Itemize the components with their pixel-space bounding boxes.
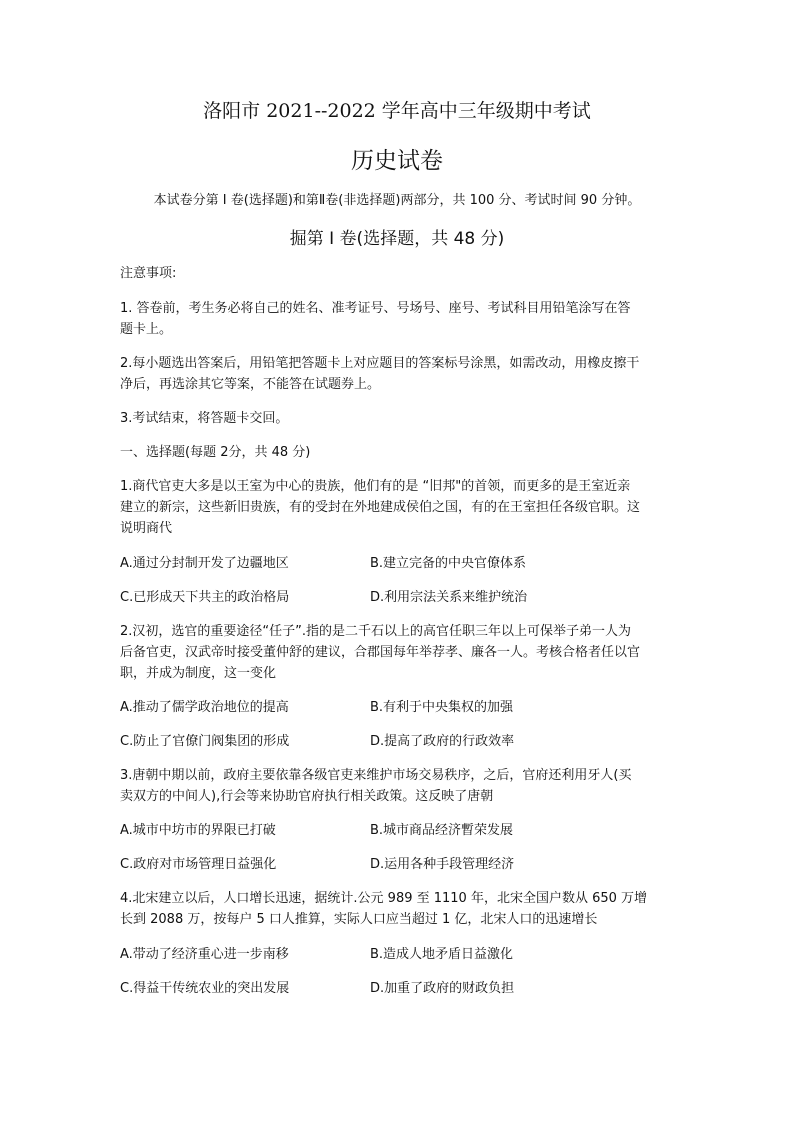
question-3-option-c: C.政府对市场管理日益强化 <box>120 857 277 872</box>
notice-heading: 注意事项: <box>120 266 177 281</box>
exam-title: 洛阳市 2021--2022 学年高中三年级期中考试 <box>203 100 591 122</box>
question-3-line-2: 卖双方的中间人),行会等来协助官府执行相关政策。这反映了唐朝 <box>120 789 494 804</box>
question-1-line-2: 建立的新宗，这些新旧贵族，有的受封在外地建成侯伯之国，有的在王室担任各级官职。这 <box>120 500 641 515</box>
question-2-line-1: 2.汉初，选官的重要途径“任子”.指的是二千石以上的高官任职三年以上可保举子弟一人为 <box>120 624 632 639</box>
question-4-line-2: 长到 2088 万，按每户 5 口人推算，实际人口应当超过 1 亿，北宋人口的迅速增长 <box>120 912 598 927</box>
question-2-option-c: C.防止了官僚门阀集团的形成 <box>120 734 290 749</box>
question-2-option-a: A.推动了儒学政治地位的提高 <box>120 700 289 715</box>
notice-item-1-line-1: 1. 答卷前，考生务必将自己的姓名、准考证号、号场号、座号、考试科目用铅笔涂写在答 <box>120 301 631 316</box>
notice-item-2-line-2: 净后，再选涂其它等案，不能答在试题券上。 <box>120 377 381 392</box>
notice-item-1-line-2: 题卡上。 <box>120 322 173 337</box>
question-2-line-2: 后备官吏，汉武帝时接受董仲舒的建议，合郡国每年举荐孝、廉各一人。考核合格者任以官 <box>120 645 641 660</box>
notice-item-2-line-1: 2.每小题选出答案后，用铅笔把答题卡上对应题目的答案标号涂黑，如需改动，用橡皮擦干 <box>120 356 640 371</box>
question-4-option-c: C.得益干传统农业的突出发展 <box>120 981 290 996</box>
question-2-line-3: 职，并成为制度，这一变化 <box>120 666 277 681</box>
question-2-option-b: B.有利于中央集权的加强 <box>370 700 514 715</box>
question-3-option-d: D.运用各种手段管理经济 <box>370 857 515 872</box>
question-1-option-d: D.利用宗法关系来维护统治 <box>370 590 528 605</box>
question-1-option-b: B.建立完备的中央官僚体系 <box>370 556 527 571</box>
subject-title: 历史试卷 <box>351 148 443 174</box>
question-4-option-d: D.加重了政府的财政负担 <box>370 981 515 996</box>
question-3-option-a: A.城市中坊市的界限已打破 <box>120 823 276 838</box>
question-1-option-c: C.已形成天下共主的政治格局 <box>120 590 290 605</box>
question-3-option-b: B.城市商品经济暫荣发展 <box>370 823 514 838</box>
part1-heading: 一、选择题(每题 2分，共 48 分) <box>120 445 311 460</box>
section-title: 掘第 I 卷(选择题，共 48 分) <box>289 229 505 249</box>
question-1-option-a: A.通过分封制开发了边疆地区 <box>120 556 289 571</box>
question-3-line-1: 3.唐朝中期以前，政府主要依靠各级官吏来维护市场交易秩序，之后，官府还利用牙人(买 <box>120 768 632 783</box>
question-4-option-b: B.造成人地矛盾日益激化 <box>370 947 514 962</box>
exam-intro: 本试卷分第 I 卷(选择题)和第Ⅱ卷(非选择题)两部分，共 100 分、考试时间 90 分钟。 <box>153 193 641 208</box>
question-4-option-a: A.带动了经济重心进一步南移 <box>120 947 289 962</box>
notice-item-3: 3.考试结束，将答题卡交回。 <box>120 411 289 426</box>
question-1-line-1: 1.商代官吏大多是以王室为中心的贵族，他们有的是 “旧邦"的首领，而更多的是王室近亲 <box>120 479 631 494</box>
question-4-line-1: 4.北宋建立以后，人口增长迅速，据统计.公元 989 至 1110 年，北宋全国户数从 650 万增 <box>120 891 648 906</box>
question-2-option-d: D.提高了政府的行政效率 <box>370 734 515 749</box>
question-1-line-3: 说明商代 <box>120 521 173 536</box>
